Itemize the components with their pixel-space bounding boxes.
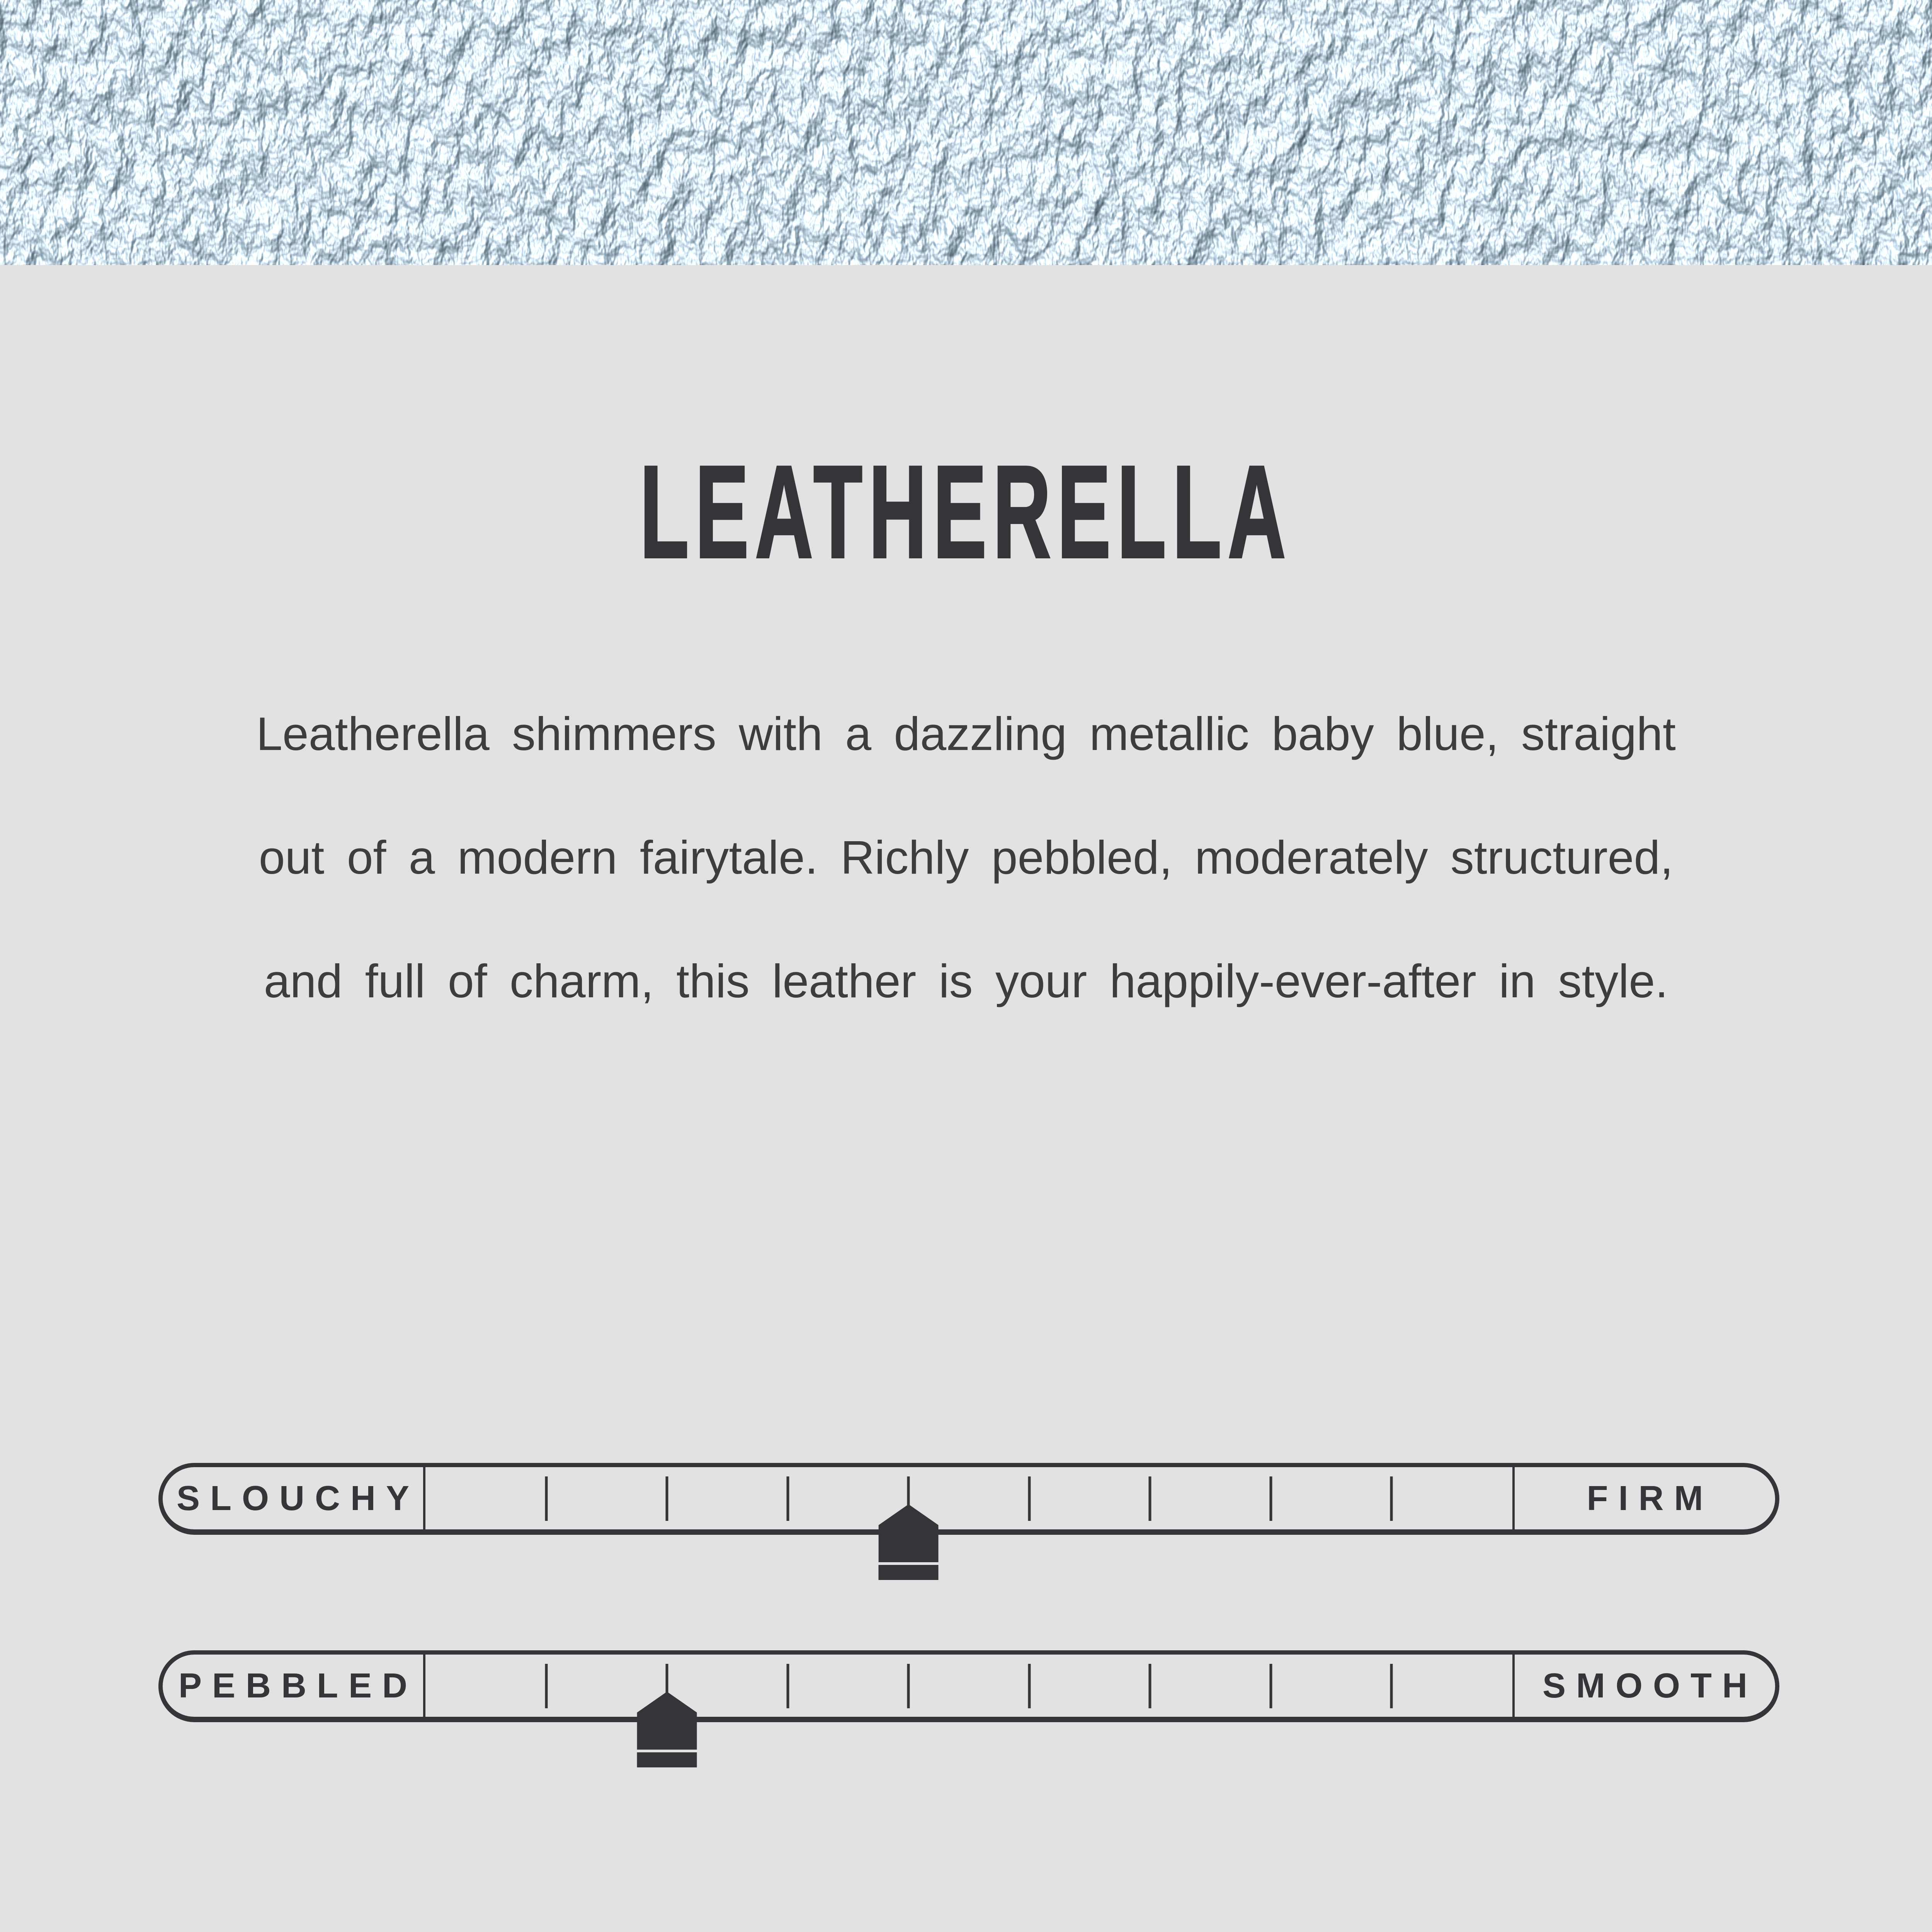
scale-tick [666, 1476, 668, 1521]
product-name-title: LEATHERELLA [639, 439, 1292, 585]
marker-pointer-icon [637, 1692, 697, 1750]
scale-tick [786, 1664, 789, 1708]
description-line-3: and full of charm, this leather is your happily-ever-after in style. [264, 955, 1668, 1007]
scale-left-label: PEBBLED [178, 1666, 418, 1705]
scale-track [423, 1655, 1515, 1717]
scale-tick [1149, 1664, 1151, 1708]
scale-tick [1028, 1476, 1031, 1521]
scale-right-label-section [1515, 1655, 1775, 1717]
description-line-2: out of a modern fairytale. Richly pebbled, moderately structured, [259, 831, 1673, 884]
scale-tick [1269, 1664, 1272, 1708]
scale-marker [879, 1504, 939, 1580]
scale-right-label: FIRM [1587, 1479, 1714, 1518]
scale-tick [1390, 1664, 1393, 1708]
scale-tick [1149, 1476, 1151, 1521]
scale-tick [545, 1664, 548, 1708]
scale-pebbled-smooth [158, 1650, 1779, 1722]
scale-track [423, 1467, 1515, 1529]
scale-left-label-section [163, 1655, 423, 1717]
marker-base [879, 1565, 939, 1580]
scale-left-label: SLOUCHY [176, 1479, 420, 1518]
scale-tick [1390, 1476, 1393, 1521]
leather-swatch-image [0, 0, 1932, 265]
scale-tick [1028, 1664, 1031, 1708]
marker-base [637, 1752, 697, 1767]
scale-tick [907, 1664, 910, 1708]
marker-pointer-icon [879, 1504, 939, 1562]
scale-tick [1269, 1476, 1272, 1521]
scale-right-label: SMOOTH [1543, 1666, 1758, 1705]
scale-tick [545, 1476, 548, 1521]
scale-tick [786, 1476, 789, 1521]
scale-right-label-section [1515, 1467, 1775, 1529]
scale-marker [637, 1692, 697, 1767]
product-description [0, 672, 1932, 1043]
scale-left-label-section [163, 1467, 423, 1529]
scale-slouchy-firm [158, 1463, 1779, 1535]
description-line-1: Leatherella shimmers with a dazzling metallic baby blue, straight [256, 707, 1676, 760]
